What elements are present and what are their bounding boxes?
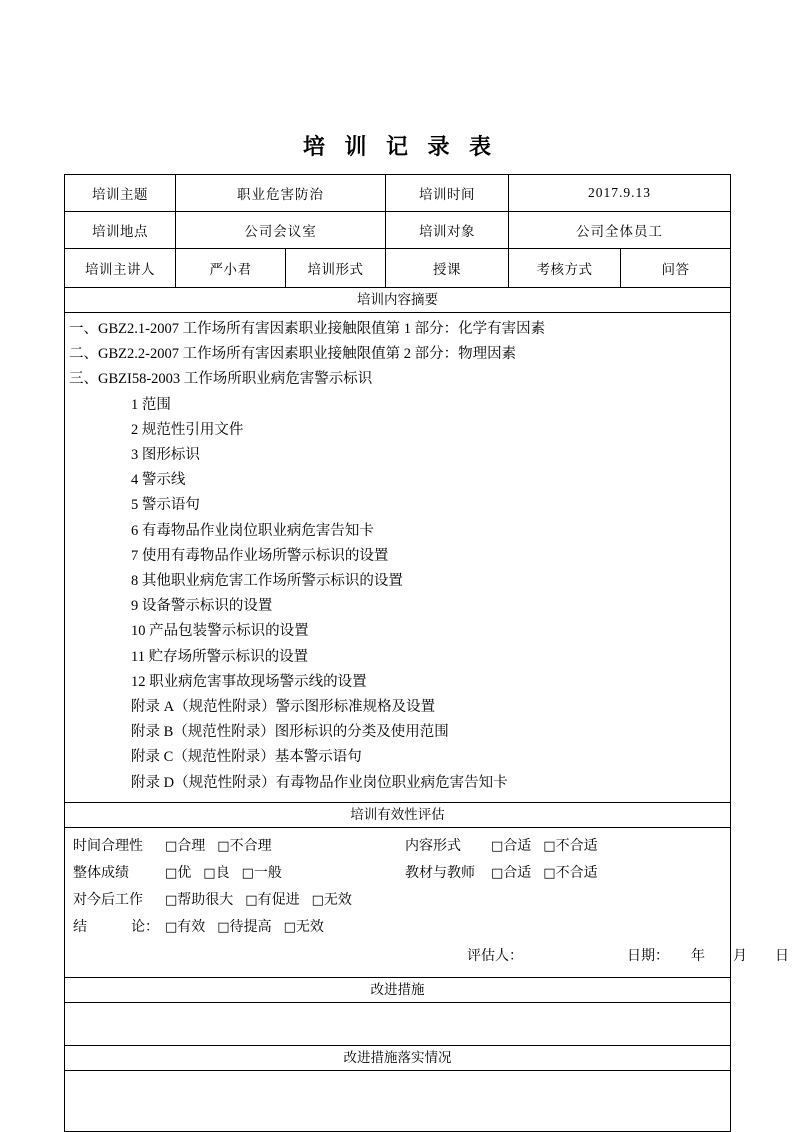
table-row-improvement-heading <box>65 977 731 1002</box>
evaluation-option-left-1[interactable]: □有促进 <box>245 892 300 908</box>
improvement-measures-heading: 改进措施 <box>65 977 731 1002</box>
table-row-improvement-body <box>65 1002 731 1045</box>
implementation-heading: 改进措施落实情况 <box>65 1045 731 1070</box>
content-line: 二、GBZ2.2-2007 工作场所有害因素职业接触限值第 2 部分：物理因素 <box>69 346 517 363</box>
evaluation-left-group <box>73 889 364 909</box>
value-place[interactable]: 公司会议室 <box>176 212 386 249</box>
table-row-evaluation-body <box>65 827 731 977</box>
label-speaker: 培训主讲人 <box>65 249 176 288</box>
day-label[interactable]: 日 <box>775 948 789 964</box>
table-row-place <box>65 212 731 249</box>
content-line: 12 职业病危害事故现场警示线的设置 <box>131 673 367 690</box>
content-line: 10 产品包装警示标识的设置 <box>131 623 309 640</box>
value-assessment-method[interactable]: 问答 <box>621 249 731 288</box>
content-line: 附录 A（规范性附录）警示图形标准规格及设置 <box>131 699 436 716</box>
evaluation-option-right-1[interactable]: □不合适 <box>543 838 598 854</box>
content-line: 4 警示线 <box>131 472 186 489</box>
checkbox-icon[interactable]: □ <box>543 865 556 881</box>
evaluation-option-left-0[interactable]: □帮助很大 <box>165 892 234 908</box>
evaluation-option-left-2[interactable]: □无效 <box>311 892 352 908</box>
label-place: 培训地点 <box>65 212 176 249</box>
label-time: 培训时间 <box>386 175 509 212</box>
evaluation-option-left-1[interactable]: □不合理 <box>217 838 272 854</box>
checkbox-icon[interactable]: □ <box>217 838 230 854</box>
evaluation-right-group <box>405 862 610 882</box>
implementation-input[interactable] <box>65 1070 731 1131</box>
checkbox-icon[interactable]: □ <box>491 865 504 881</box>
improvement-measures-input[interactable] <box>65 1002 731 1045</box>
assessor-label[interactable]: 评估人： <box>467 948 523 964</box>
assessor-signature-row <box>65 945 789 971</box>
conclusion-group <box>73 916 336 936</box>
evaluation-left-label: 时间合理性 <box>73 838 143 854</box>
month-label[interactable]: 月 <box>733 948 747 964</box>
evaluation-cell <box>65 827 789 977</box>
table-row-speaker <box>65 249 731 288</box>
evaluation-left-label: 整体成绩 <box>73 865 129 881</box>
evaluation-row <box>65 835 730 862</box>
evaluation-right-group <box>405 835 610 855</box>
table-row-evaluation-heading <box>65 802 731 827</box>
label-form: 培训形式 <box>286 249 386 288</box>
conclusion-option-1[interactable]: □待提高 <box>217 919 272 935</box>
content-line: 5 警示语句 <box>131 497 200 514</box>
table-row-implementation-heading <box>65 1045 731 1070</box>
checkbox-icon[interactable]: □ <box>217 919 230 935</box>
checkbox-icon[interactable]: □ <box>241 865 254 881</box>
evaluation-row <box>65 889 730 916</box>
evaluation-right-label: 内容形式 <box>405 838 461 854</box>
checkbox-icon[interactable]: □ <box>543 838 556 854</box>
evaluation-rows <box>65 835 730 943</box>
content-line: 附录 D（规范性附录）有毒物品作业岗位职业病危害告知卡 <box>131 774 508 791</box>
content-line-list <box>65 317 730 796</box>
content-line: 3 图形标识 <box>131 447 200 464</box>
checkbox-icon[interactable]: □ <box>245 892 258 908</box>
content-summary-heading: 培训内容摘要 <box>65 288 731 313</box>
evaluation-right-label: 教材与教师 <box>405 865 475 881</box>
value-form[interactable]: 授课 <box>386 249 509 288</box>
evaluation-left-label: 对今后工作 <box>73 892 143 908</box>
value-audience[interactable]: 公司全体员工 <box>509 212 731 249</box>
content-line: 三、GBZI58-2003 工作场所职业病危害警示标识 <box>69 371 373 388</box>
page-title: 培 训 记 录 表 <box>302 134 498 159</box>
table-row-topic <box>65 175 731 212</box>
value-time[interactable]: 2017.9.13 <box>509 175 731 212</box>
conclusion-option-0[interactable]: □有效 <box>165 919 206 935</box>
table-row-implementation-body <box>65 1070 731 1131</box>
table-row-content-body <box>65 313 731 803</box>
evaluation-option-left-2[interactable]: □一般 <box>241 865 282 881</box>
content-line: 8 其他职业病危害工作场所警示标识的设置 <box>131 573 403 590</box>
evaluation-option-left-1[interactable]: □良 <box>203 865 230 881</box>
checkbox-icon[interactable]: □ <box>165 919 178 935</box>
checkbox-icon[interactable]: □ <box>165 892 178 908</box>
value-speaker[interactable]: 严小君 <box>176 249 286 288</box>
label-audience: 培训对象 <box>386 212 509 249</box>
content-line: 1 范围 <box>131 396 171 413</box>
content-line: 2 规范性引用文件 <box>131 421 244 438</box>
evaluation-option-right-0[interactable]: □合适 <box>491 865 532 881</box>
checkbox-icon[interactable]: □ <box>165 838 178 854</box>
evaluation-row <box>65 862 730 889</box>
content-line: 附录 C（规范性附录）基本警示语句 <box>131 749 362 766</box>
conclusion-row <box>65 916 730 943</box>
content-line: 11 贮存场所警示标识的设置 <box>131 648 309 665</box>
evaluation-option-right-0[interactable]: □合适 <box>491 838 532 854</box>
checkbox-icon[interactable]: □ <box>203 865 216 881</box>
checkbox-icon[interactable]: □ <box>165 865 178 881</box>
training-record-table <box>64 174 789 1132</box>
conclusion-label-a: 结 <box>73 919 87 935</box>
content-line: 附录 B（规范性附录）图形标识的分类及使用范围 <box>131 724 449 741</box>
checkbox-icon[interactable]: □ <box>491 838 504 854</box>
evaluation-option-left-0[interactable]: □合理 <box>165 838 206 854</box>
content-line: 一、GBZ2.1-2007 工作场所有害因素职业接触限值第 1 部分：化学有害因素 <box>69 321 546 337</box>
checkbox-icon[interactable]: □ <box>283 919 296 935</box>
content-line: 9 设备警示标识的设置 <box>131 598 273 615</box>
checkbox-icon[interactable]: □ <box>311 892 324 908</box>
value-topic[interactable]: 职业危害防治 <box>176 175 386 212</box>
content-summary-cell[interactable] <box>65 313 731 803</box>
year-label[interactable]: 年 <box>691 948 705 964</box>
content-line: 6 有毒物品作业岗位职业病危害告知卡 <box>131 522 374 539</box>
date-label[interactable]: 日期： <box>627 948 669 964</box>
evaluation-heading: 培训有效性评估 <box>65 802 731 827</box>
evaluation-left-group <box>73 862 294 882</box>
evaluation-left-group <box>73 835 284 855</box>
conclusion-option-2[interactable]: □无效 <box>283 919 324 935</box>
label-assessment-method: 考核方式 <box>509 249 621 288</box>
evaluation-option-right-1[interactable]: □不合适 <box>543 865 598 881</box>
evaluation-option-left-0[interactable]: □优 <box>165 865 192 881</box>
content-line: 7 使用有毒物品作业场所警示标识的设置 <box>131 547 389 564</box>
conclusion-label-b: 论： <box>131 919 159 935</box>
label-topic: 培训主题 <box>65 175 176 212</box>
table-row-content-heading <box>65 288 731 313</box>
